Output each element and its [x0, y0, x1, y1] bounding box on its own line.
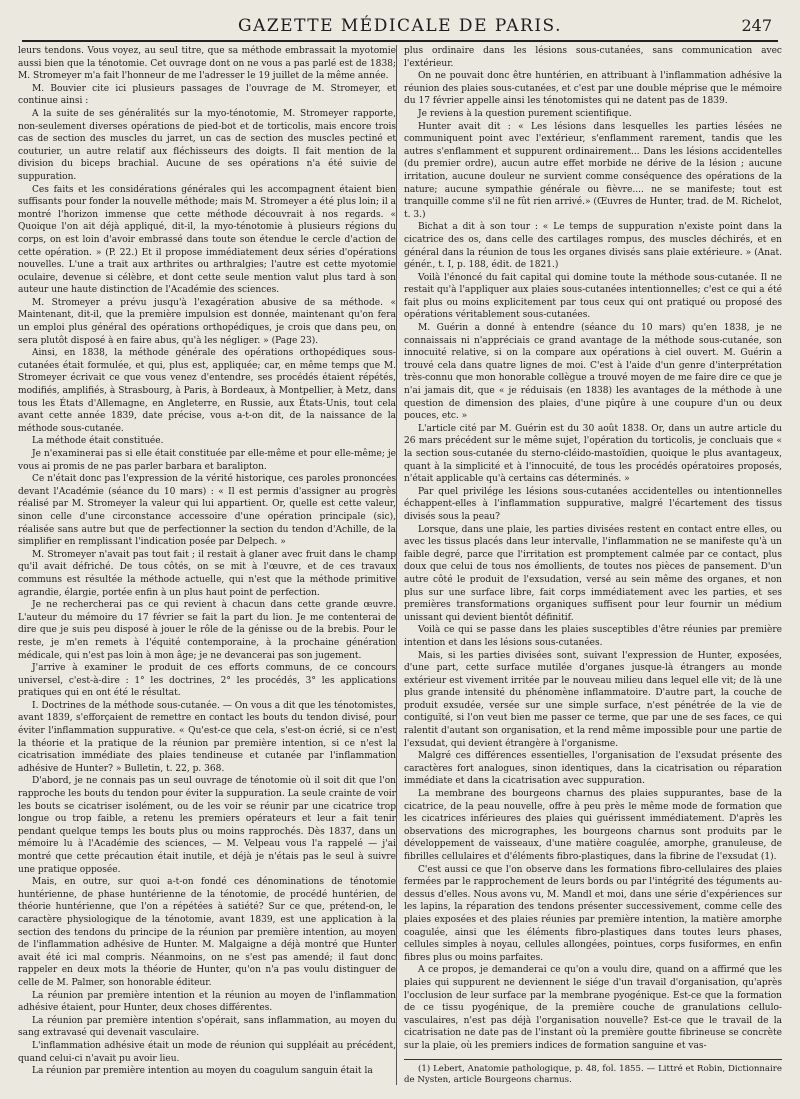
- paragraph: La réunion par première intention au moyen du coagulum sanguin était la: [32, 1066, 373, 1077]
- right-column-body: [404, 45, 782, 1053]
- paragraph: Lorsque, dans une plaie, les parties divisées restent en contact entre elles, ou avec les tissus placés dans leur intervalle, l'inflammation ne se manifeste qu'à un faible degré, parce que l'irritation est promptement calmée par ce contact, plus doux que celui de tous nos émollients, de toutes nos pièces de pansement. D'un autre côté le produit de l'exsudation, versé au sein même des organes, et non plus sur une surface libre, fait corps immédiatement avec les parties, et ses premières transformations organiques suffisent pour leur fournir un médium unissant qui devient bientôt définitif.: [404, 524, 782, 623]
- paragraph: La réunion par première intention et la réunion au moyen de l'inflammation adhésive étaient, pour Hunter, deux choses différentes.: [18, 990, 396, 1014]
- paragraph: L'inflammation adhésive était un mode de réunion qui suppléait au précédent, quand celui-ci n'avait pu avoir lieu.: [18, 1040, 396, 1064]
- running-title: GAZETTE MÉDICALE DE PARIS.: [238, 16, 562, 36]
- paragraph: Bichat a dit à son tour : « Le temps de suppuration n'existe point dans la cicatrice des os, dans celle des cartilages rompus, des muscles déchirés, et en général dans la réunion de tous les organes divisés sans plaie extérieure. » (Anat. génér., t. I, p. 188, édit. de 1821.): [404, 222, 782, 271]
- paragraph: J'arrive à examiner le produit de ces efforts communs, de ce concours universel, c'est-à-dire : 1° les doctrines, 2° les procédés, 3° les applications pratiques qui en ont été le résultat.: [18, 663, 396, 699]
- paragraph: Je ne rechercherai pas ce qui revient à chacun dans cette grande œuvre. L'auteur du mémoire du 17 février se fait la part du lion. Je me contenterai de dire que je suis peu disposé à jouer le rôle de la génisse ou de la brebis. Pour le reste, je m'en remets à l'équité contemporaine, à la prochaine génération médicale, qui n'est pas loin à mon âge; je ne devancerai pas son jugement.: [18, 600, 396, 661]
- paragraph: Ainsi, en 1838, la méthode générale des opérations orthopédiques sous-cutanées était formulée, et qui, plus est, appliquée; car, en même temps que M. Stromeyer écrivait ce que vous venez d'entendre, ses procédés étaient répétés, modifiés, amplifiés, à Strasbourg, à Paris, à Bordeaux, à Montpellier, à Metz, dans tous les États d'Allemagne, en Angleterre, en Russie, aux États-Unis, tout cela avant cette année 1839, date précise, vous a-t-on dit, de la naissance de la méthode sous-cutanée.: [18, 348, 396, 434]
- paragraph: Par quel privilége les lésions sous-cutanées accidentelles ou intentionnelles échappent-elles à l'inflammation suppurative, malgré l'écartement des tissus divisés sous la peau?: [404, 486, 782, 522]
- paragraph: plus ordinaire dans les lésions sous-cutanées, sans communication avec l'extérieur.: [404, 46, 782, 69]
- footnote-rule: [404, 1059, 782, 1060]
- paragraph: La membrane des bourgeons charnus des plaies suppurantes, base de la cicatrice, de la peau nouvelle, offre à peu près le même mode de formation que les cicatrices inférieures des plaies qui guérissent immédiatement. D'après les observations des micrographes, les bourgeons charnus sont produits par le développement de vaisseaux, d'une matière coagulée, amorphe, granuleuse, de fibrilles cellulaires et d'éléments fibro-plastiques, dans la fibrine de l'exsudat (1).: [404, 789, 782, 862]
- paragraph: Ce n'était donc pas l'expression de la vérité historique, ces paroles prononcées devant l'Académie (séance du 10 mars) : « Il est permis d'assigner au progrès réalisé par M. Stromeyer la valeur qui lui appartient. Or, quelle est cette valeur, sinon celle d'une circonstance accessoire d'une opération principale (sic), réalisée sans autre but que de perfectionner la section du tendon d'Achille, de la simplifier en remplissant l'indication posée par Delpech. »: [18, 474, 396, 548]
- paragraph: Mais, en outre, sur quoi a-t-on fondé ces dénominations de ténotomie huntérienne, de phase huntérienne de la ténotomie, de procédé huntérien, de théorie huntérienne, que l'on a répétées à satiété? Sur ce que, prétend-on, le caractère physiologique de la ténotomie, avant 1839, est une application à la section des tendons du principe de la réunion par première intention, au moyen de l'inflammation adhésive de Hunter. M. Malgaigne a déjà montré que Hunter avait été ici mal compris. Néanmoins, on ne s'est pas amendé; il faut donc rappeler en deux mots la théorie de Hunter, qu'on n'a pas voulu distinguer de celle de M. Palmer, son honorable éditeur.: [18, 877, 396, 988]
- paragraph: L'article cité par M. Guérin est du 30 août 1838. Or, dans un autre article du 26 mars précédent sur le même sujet, l'opération du torticolis, je concluais que « la section sous-cutanée du sterno-cléido-mastoïdien, quoique le plus avantageux, quant à la simplicité et à l'innocuité, de tous les procédés opératoires proposés, n'était applicable qu'à certains cas déterminés. »: [404, 423, 782, 485]
- column-divider: [396, 45, 397, 1085]
- paragraph: I. Doctrines de la méthode sous-cutanée. — On vous a dit que les ténotomistes, avant 1839, s'efforçaient de remettre en contact les bouts du tendon divisé, pour éviter l'inflammation suppurative. « Qu'est-ce que cela, s'est-on écrié, si ce n'est la théorie et la pratique de la réunion par première intention, si ce n'est la cicatrisation immédiate des plaies tendineuse et cutanée par l'inflammation adhésive de Hunter? » Bulletin, t. 22, p. 368.: [18, 700, 396, 774]
- page-header: [22, 14, 778, 40]
- paragraph: La méthode était constituée.: [32, 436, 164, 447]
- left-column: [18, 45, 396, 1085]
- paragraph: Mais, si les parties divisées sont, suivant l'expression de Hunter, exposées, d'une part, cette surface mutilée d'organes jusque-là étrangers au monde extérieur est vivement irritée par le nouveau milieu dans lequel elle vit; de là une plus grande intensité du phénomène inflammatoire. D'autre part, la couche de produit exsudée, versée sur une simple surface, n'est pénétrée de la vie de contiguïté, si l'on veut bien me passer ce terme, que par une de ses faces, ce qui ralentit d'autant son organisation, et la rend même impossible pour une partie de l'exsudat, qui devient étrangère à l'organisme.: [404, 650, 782, 749]
- paragraph: Ces faits et les considérations générales qui les accompagnent étaient bien suffisants pour fonder la nouvelle méthode; mais M. Stromeyer a été plus loin; il a montré l'horizon immense que cette méthode découvrait à nos regards. « Quoique l'on ait déjà appliqué, dit-il, la myo-ténotomie à plusieurs régions du corps, on est loin d'avoir embrassé dans toute son étendue le cercle d'action de cette opération. » (P. 22.) Et il propose immédiatement deux séries d'opérations nouvelles. L'une a trait aux arthrites ou arthralgies; l'autre est cette myotomie oculaire, devenue si célèbre, et dont cette seule mention valut plus tard à son auteur une haute distinction de l'Académie des sciences.: [18, 184, 396, 296]
- paragraph: D'abord, je ne connais pas un seul ouvrage de ténotomie où il soit dit que l'on rapproche les bouts du tendon pour éviter la suppuration. La seule crainte de voir les bouts se cicatriser isolément, ou de les voir se réunir par une cicatrice trop longue ou trop faible, a retenu les premiers opérateurs et leur a fait tenir pendant quelque temps les bouts plus ou moins rapprochés. Dès 1837, dans un mémoire lu à l'Académie des sciences, — M. Velpeau vous l'a rappelé — j'ai montré que cette précaution était inutile, et déjà je n'étais pas le seul à suivre une pratique opposée.: [18, 776, 396, 875]
- paragraph: Je n'examinerai pas si elle était constituée par elle-même et pour elle-même; je vous ai promis de ne pas parler barbara et baralipton.: [18, 449, 396, 472]
- paragraph: A ce propos, je demanderai ce qu'on a voulu dire, quand on a affirmé que les plaies qui suppurent ne deviennent le siége d'un travail d'organisation, qu'après l'occlusion de leur surface par la membrane pyogénique. Est-ce que la formation de ce tissu pyogénique, de la première couche de granulations cellulo-vasculaires, n'est pas déjà l'organisation nouvelle? Est-ce que le travail de la cicatrisation ne date pas de l'instant où la première goutte fibrineuse se concrète sur la plaie, où les premiers indices de formation sanguine et vas-: [404, 965, 782, 1051]
- page-number: 247: [741, 16, 772, 35]
- paragraph: Malgré ces différences essentielles, l'organisation de l'exsudat présente des caractères fort analogues, sinon identiques, dans la cicatrisation ou réparation immédiate et dans la cicatrisation avec suppuration.: [404, 751, 782, 787]
- header-rule: [22, 40, 778, 42]
- footnote: (1) Lebert, Anatomie pathologique, p. 48, fol. 1855. — Littré et Robin, Dictionnaire de Nysten, article Bourgeons charnus.: [404, 1063, 782, 1085]
- paragraph: Hunter avait dit : « Les lésions dans lesquelles les parties lésées ne communiquent point avec l'extérieur, s'enflamment rarement, tandis que les autres s'enflamment et suppurent ordinairement... Dans les lésions accidentelles (du premier ordre), aucun autre effet morbide ne dérive de la lésion ; aucune irritation, aucune douleur ne survient comme conséquence des opérations de la nature; aucune sympathie générale ou fièvre.... ne se manifeste; tout est tranquille comme s'il ne fût rien arrivé.» (Œuvres de Hunter, trad. de M. Richelot, t. 3.): [404, 121, 782, 220]
- paragraph: M. Guérin a donné à entendre (séance du 10 mars) qu'en 1838, je ne connaissais ni n'appréciais ce grand avantage de la méthode sous-cutanée, son innocuité relative, si on la compare aux opérations à ciel ouvert. M. Guérin a trouvé cela dans quatre lignes de moi. C'est à l'aide d'un genre d'interprétation très-connu que mon honorable collègue a trouvé moyen de me faire dire ce que je n'ai jamais dit, que « je réduisais (en 1838) les avantages de la méthode à une question de dimension des plaies, d'une piqûre à une coupure d'un ou deux pouces, etc. »: [404, 323, 782, 422]
- paragraph: On ne pouvait donc être huntérien, en attribuant à l'inflammation adhésive la réunion des plaies sous-cutanées, et c'est par une double méprise que le mémoire du 17 février appelle ainsi les ténotomistes qui ne datent pas de 1839.: [404, 71, 782, 107]
- right-column: [404, 45, 782, 1085]
- paragraph: M. Stromeyer n'avait pas tout fait ; il restait à glaner avec fruit dans le champ qu'il avait défriché. De tous côtés, on se mit à l'œuvre, et de ces travaux communs est résultée la méthode actuelle, qui n'est que la méthode primitive agrandie, élargie, portée enfin à un plus haut point de perfection.: [18, 549, 396, 598]
- paragraph: C'est aussi ce que l'on observe dans les formations fibro-cellulaires des plaies fermées par le rapprochement de leurs bords ou par l'intégrité des téguments au-dessus d'elles. Nous avons vu, M. Mandl et moi, dans une série d'expériences sur les lapins, la réparation des tendons présenter successivement, comme celle des plaies exposées et des plaies réunies par première intention, la matière amorphe coagulée, ainsi que les éléments fibro-plastiques dans toutes leurs phases, cellules simples à noyau, cellules allongées, pointues, corps fusiformes, en enfin fibres plus ou moins parfaites.: [404, 864, 782, 963]
- paragraph: A la suite de ses généralités sur la myo-ténotomie, M. Stromeyer rapporte, non-seulement diverses opérations de pied-bot et de torticolis, mais encore trois cas de section des muscles du jarret, un cas de section des muscles pectiné et couturier, un autre relatif aux fléchisseurs des doigts. Il fait mention de la division du biceps brachial. Aucune de ses opérations n'a été suivie de suppuration.: [18, 108, 396, 182]
- paragraph: Je reviens à la question purement scientifique.: [418, 108, 632, 119]
- paragraph: M. Stromeyer a prévu jusqu'à l'exagération abusive de sa méthode. « Maintenant, dit-il, que la première impulsion est donnée, maintenant qu'on fera un emploi plus général des opérations orthopédiques, je crois que dans peu, on sera plutôt disposé à en faire abus, qu'à les négliger. » (Page 23).: [18, 297, 396, 346]
- paragraph: La réunion par première intention s'opérait, sans inflammation, au moyen du sang extravasé qui devenait vasculaire.: [18, 1015, 396, 1039]
- paragraph: leurs tendons. Vous voyez, au seul titre, que sa méthode embrassait la myotomie aussi bien que la ténotomie. Cet ouvrage dont on ne vous a pas parlé est de 1838; M. Stromeyer m'a fait l'honneur de me l'adresser le 19 juillet de la même année.: [18, 46, 396, 82]
- paragraph: M. Bouvier cite ici plusieurs passages de l'ouvrage de M. Stromeyer, et continue ainsi :: [18, 83, 396, 107]
- paragraph: Voilà ce qui se passe dans les plaies susceptibles d'être réunies par première intention et dans les lésions sous-cutanées.: [404, 625, 782, 648]
- paragraph: Voilà l'énoncé du fait capital qui domine toute la méthode sous-cutanée. Il ne restait qu'à l'appliquer aux plaies sous-cutanées intentionnelles; c'est ce qui a été fait plus ou moins explicitement par tous ceux qui ont pratiqué ou proposé des opérations véritablement sous-cutanées.: [404, 272, 782, 321]
